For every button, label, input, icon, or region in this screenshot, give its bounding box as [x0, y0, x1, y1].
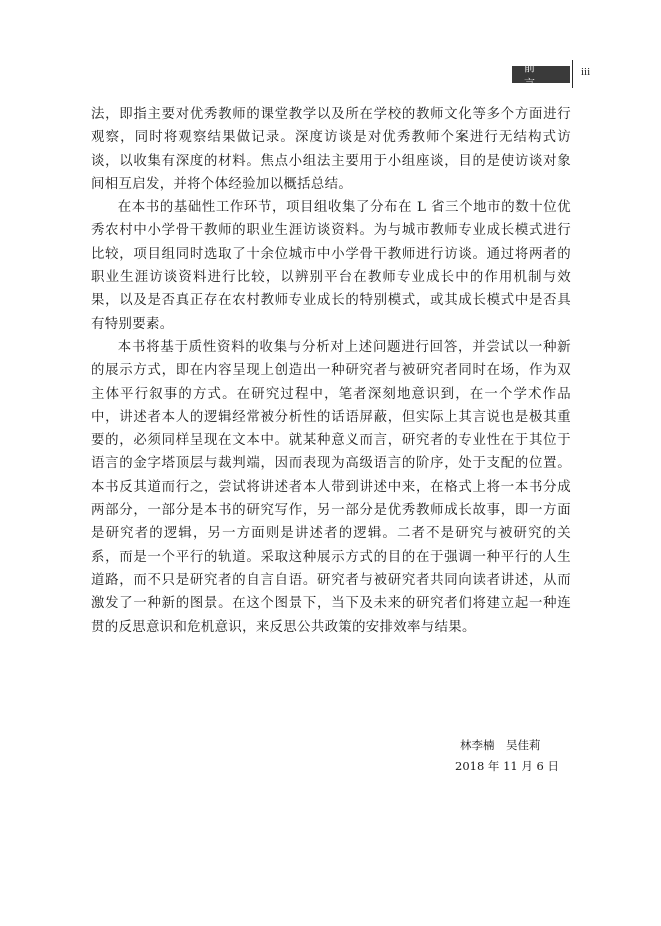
signature-block: [455, 735, 575, 777]
paragraph-3: 本书将基于质性资料的收集与分析对上述问题进行回答，并尝试以一种新的展示方式，即在内容呈现上创造出一种研究者与被研究者同时在场，作为双主体平行叙事的方式。在研究过程中，笔者深刻地意识到，在一个学术作品中，讲述者本人的逻辑经常被分析性的话语屏蔽，但实际上其言说也是极其重要的，必须同样呈现在文本中。就某种意义而言，研究者的专业性在于其位于语言的金字塔顶层与裁判端，因而表现为高级语言的阶序，处于支配的位置。本书反其道而行之，尝试将讲述者本人带到讲述中来，在格式上将一本书分成两部分，一部分是本书的研究写作，另一部分是优秀教师成长故事，即一方面是研究者的逻辑，另一方面则是讲述者的逻辑。二者不是研究与被研究的关系，而是一个平行的轨道。采取这种展示方式的目的在于强调一种平行的人生道路，而不只是研究者的自言自语。研究者与被研究者共同向读者讲述，从而激发了一种新的图景。在这个图景下，当下及未来的研究者们将建立起一种连贯的反思意识和危机意识，来反思公共政策的安排效率与结果。: [91, 339, 571, 635]
header-divider: [572, 60, 573, 88]
running-header-section-title: 前 言: [512, 66, 570, 83]
page-number: iii: [581, 66, 591, 78]
author-names: 林李楠 吴佳莉: [460, 738, 541, 752]
signature-date: 2018 年 11 月 6 日: [455, 759, 559, 773]
paragraph-1: 法，即指主要对优秀教师的课堂教学以及所在学校的教师文化等多个方面进行观察，同时将观察结果做记录。深度访谈是对优秀教师个案进行无结构式访谈，以收集有深度的材料。焦点小组法主要用于小组座谈，目的是使访谈对象间相互启发，并将个体经验加以概括总结。: [91, 107, 571, 192]
body-text: [91, 103, 571, 639]
paragraph-2: 在本书的基础性工作环节，项目组收集了分布在 L 省三个地市的数十位优秀农村中小学骨干教师的职业生涯访谈资料。为与城市教师专业成长模式进行比较，项目组同时选取了十余位城市中小学骨干教师进行访谈。通过将两者的职业生涯访谈资料进行比较，以辨别平台在教师专业成长中的作用机制与效果，以及是否真正存在农村教师专业成长的特别模式，或其成长模式中是否具有特别要素。: [91, 200, 571, 332]
